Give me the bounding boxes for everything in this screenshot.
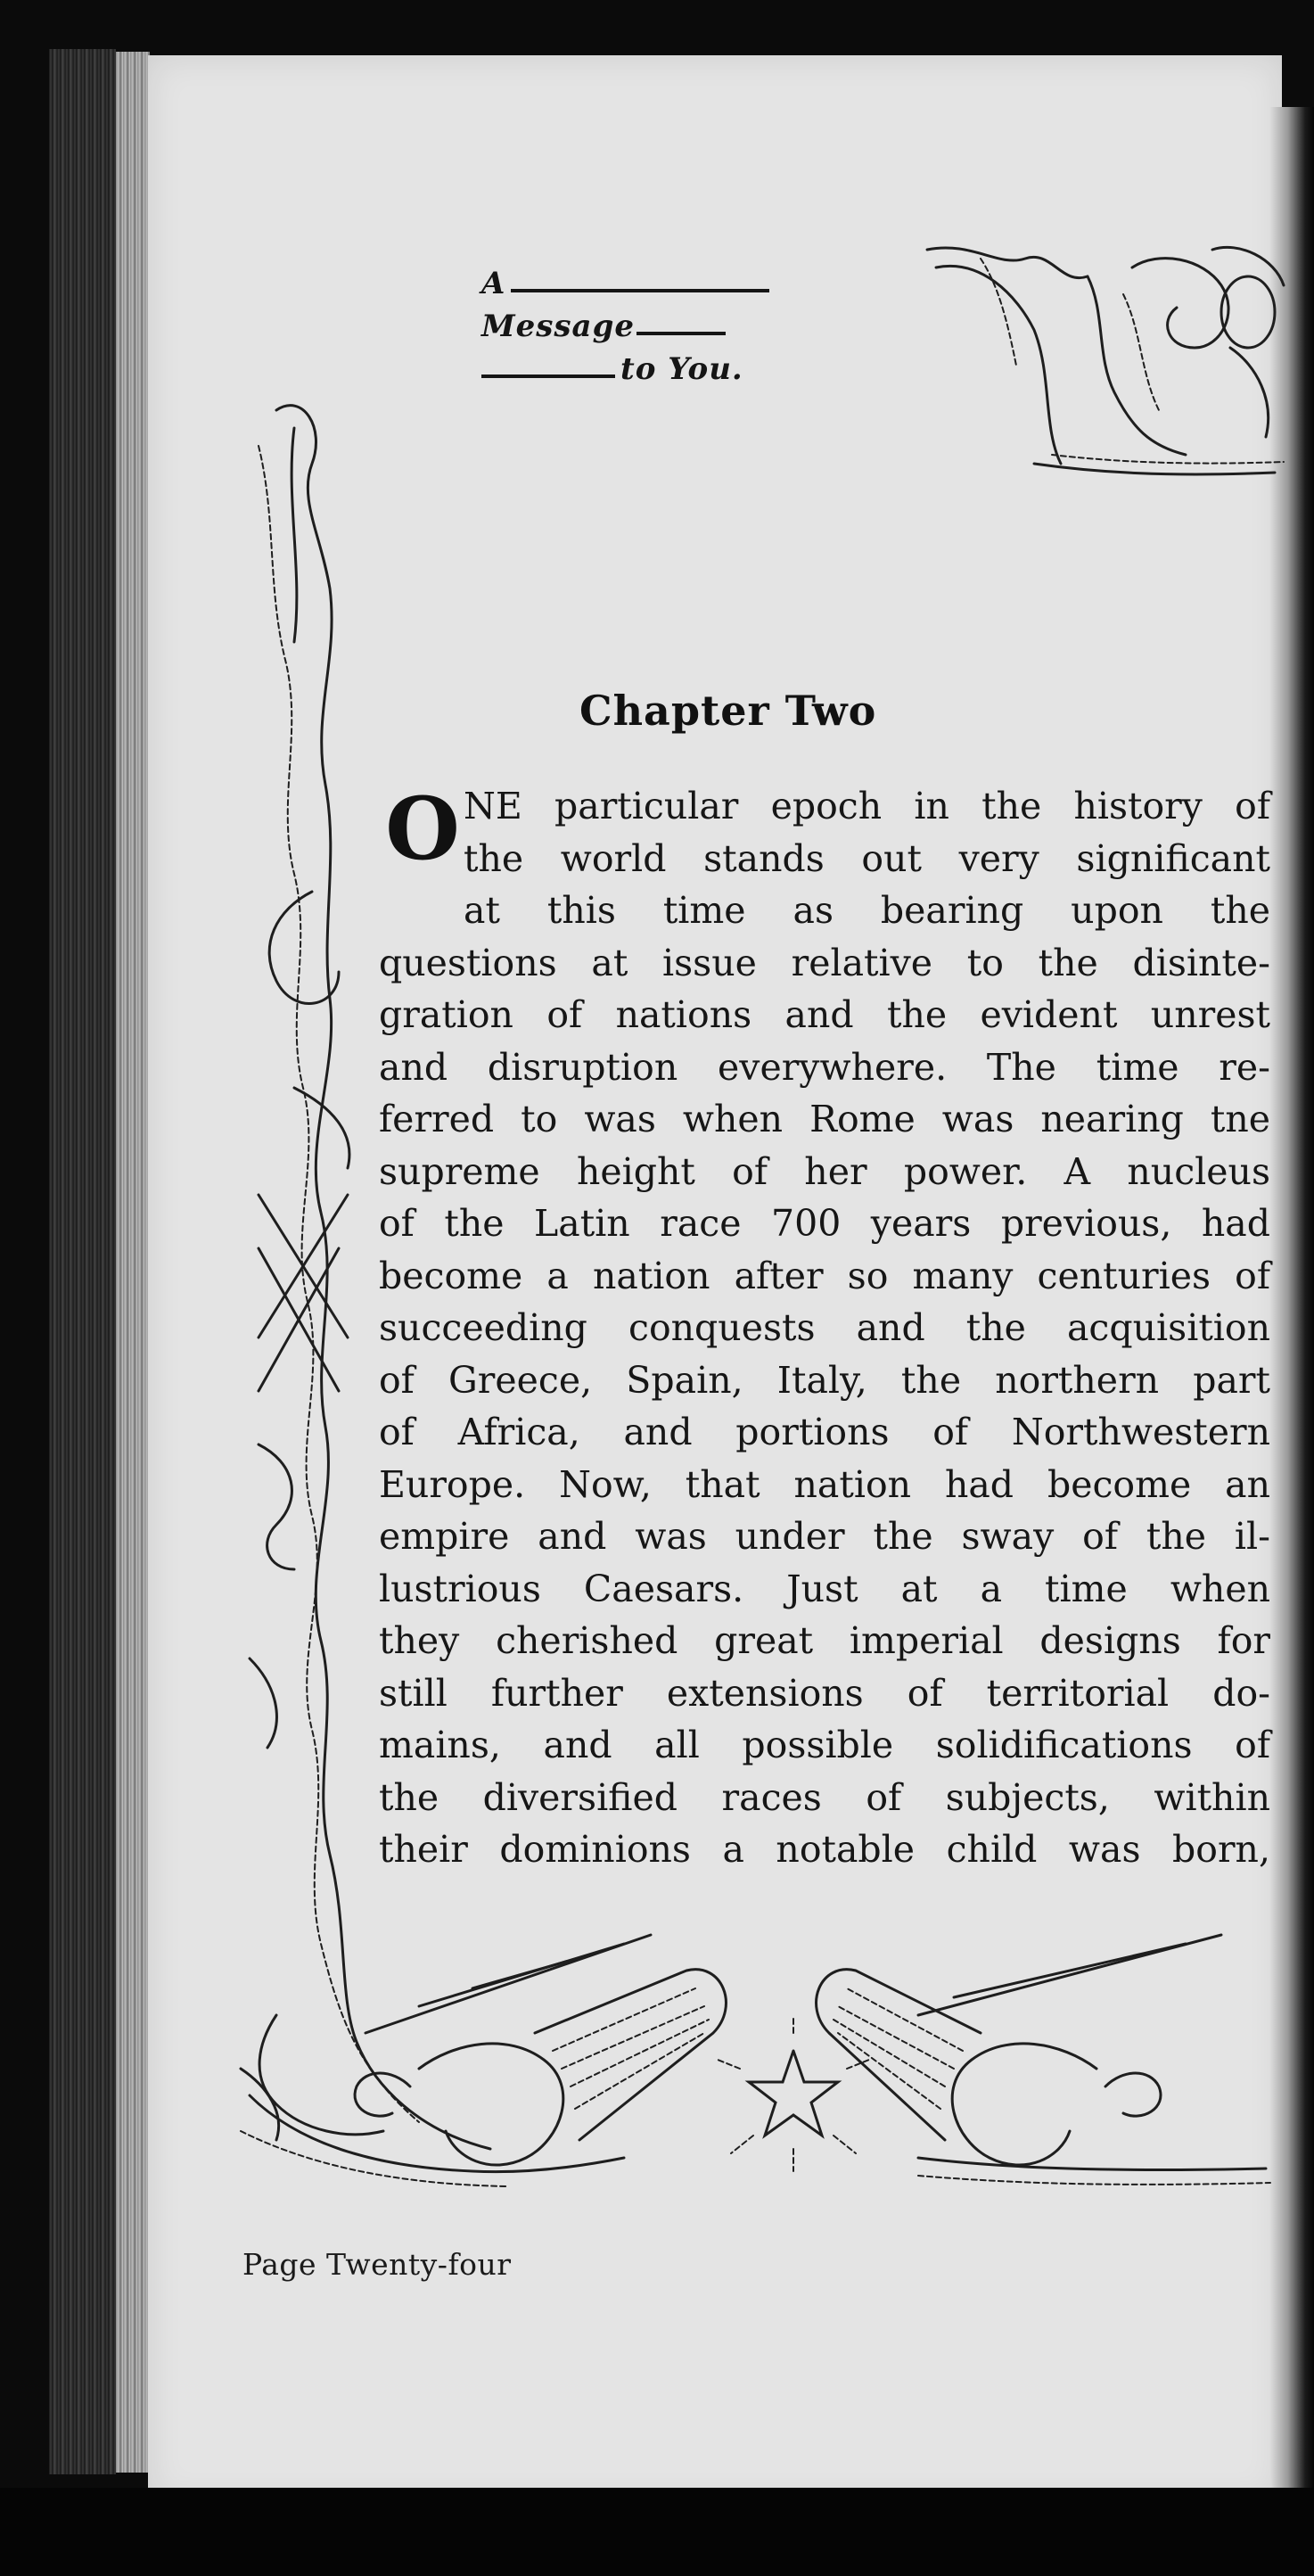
bottom-margin [0, 2488, 1314, 2576]
text-line: the world stands out very significant [464, 836, 1270, 880]
chapter-title: Chapter Two [579, 687, 877, 735]
text-line: ferred to was when Rome was nearing tne [379, 1098, 1270, 1140]
text-line: supreme height of her power. A nucleus [379, 1149, 1270, 1193]
heading-word-a: A [481, 266, 506, 301]
page-number-label: Page Twenty-four [242, 2247, 512, 2282]
text-line: they cherished great imperial designs for [379, 1619, 1270, 1662]
text-line: of Africa, and portions of Northwestern [379, 1411, 1270, 1453]
text-line: of the Latin race 700 years previous, had [379, 1202, 1270, 1245]
text-line: empire and was under the sway of the il- [379, 1515, 1270, 1558]
chapter-body [379, 780, 1270, 1876]
heading-line-3 [481, 344, 769, 387]
heading-line-1 [481, 259, 769, 301]
scroll-ornament-icon [918, 232, 1293, 499]
text-line: become a nation after so many centuries of [379, 1254, 1270, 1297]
text-line: succeeding conquests and the acquisition [379, 1306, 1270, 1349]
text-line: lustrious Caesars. Just at a time when [379, 1567, 1270, 1610]
text-line: the diversified races of subjects, within [379, 1775, 1270, 1819]
heading-rule [511, 289, 769, 292]
text-line: mains, and all possible solidifications of [379, 1724, 1270, 1766]
heading-rule [481, 374, 615, 378]
heading-word-to-you: to You. [620, 351, 743, 387]
drop-cap: O [385, 778, 460, 879]
heading-word-message: Message [481, 309, 635, 344]
heading-line-2 [481, 301, 769, 344]
text-line: of Greece, Spain, Italy, the northern part [379, 1358, 1270, 1402]
heading-rule [636, 332, 726, 335]
text-line: still further extensions of territorial do- [379, 1671, 1270, 1715]
message-heading [481, 259, 769, 387]
book-spine [49, 49, 116, 2474]
text-line: their dominions a notable child was born, [379, 1828, 1270, 1871]
cornucopia-star-ornament-icon [241, 1935, 1275, 2193]
text-line: NE particular epoch in the history of [464, 785, 1270, 827]
text-line: questions at issue relative to the disinte- [379, 941, 1270, 984]
text-line: Europe. Now, that nation had become an [379, 1462, 1270, 1506]
text-line: and disruption everywhere. The time re- [379, 1045, 1270, 1089]
vine-border-icon [241, 392, 383, 2185]
text-line: at this time as bearing upon the [464, 889, 1270, 932]
text-line: gration of nations and the evident unrest [379, 993, 1270, 1036]
page-edges [116, 52, 150, 2473]
